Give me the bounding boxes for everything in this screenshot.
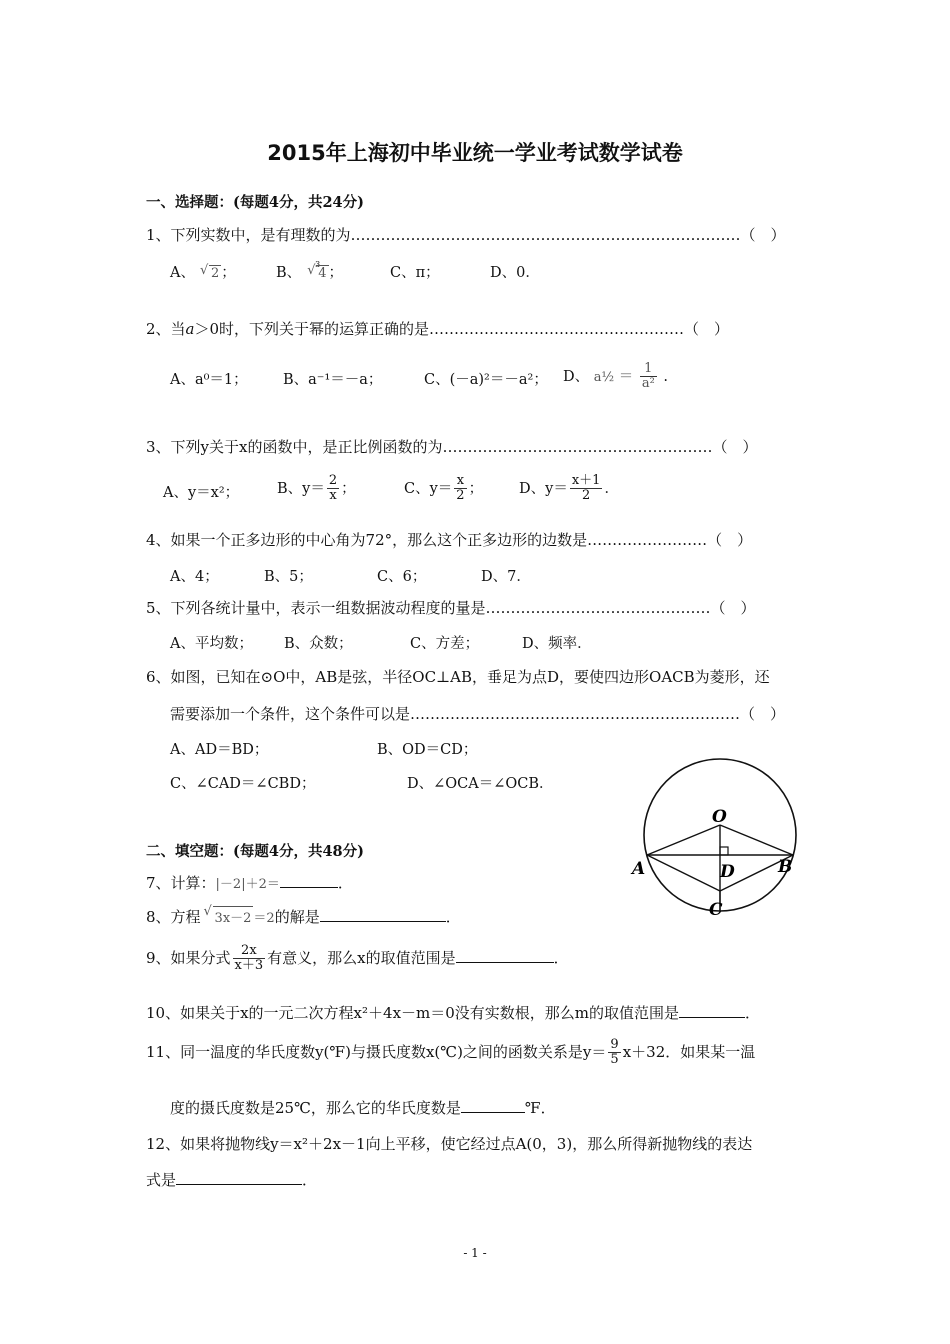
q2-option-d: D、 a½ ＝ $\frac{1}{\text{a²}}$ .: [563, 361, 669, 392]
circle-rhombus-figure: [630, 745, 810, 925]
question-1: 1、下列实数中，是有理数的为……………………………………………………………………（ ）: [146, 226, 786, 244]
q2-option-b: B、a⁻¹＝－a；: [283, 372, 383, 388]
question-7: 7、计算：|－2|＋2＝ ．: [146, 874, 353, 892]
q6-option-a: A、AD＝BD；: [170, 742, 269, 758]
question-11-line-2: 度的摄氏度数是25℃，那么它的华氏度数是 ℉．: [170, 1099, 556, 1117]
segment-oa: [647, 825, 720, 855]
q1-option-b: B、$^3$√ 4 ；: [276, 261, 343, 282]
q2-option-a: A、a⁰＝1；: [170, 372, 248, 388]
question-5: 5、下列各统计量中，表示一组数据波动程度的量是………………………………………（ ）: [146, 599, 756, 617]
page-title: 2015年上海初中毕业统一学业考试数学试卷: [267, 141, 683, 165]
answer-blank: [320, 907, 446, 922]
question-6-line-2: 需要添加一个条件，这个条件可以是…………………………………………………………（ ）: [170, 705, 786, 723]
q4-option-b: B、5；: [264, 569, 313, 585]
label-o: O: [712, 807, 727, 827]
q1-option-c: C、π；: [390, 265, 440, 281]
question-2: 2、当a＞0时，下列关于幂的运算正确的是……………………………………………（ ）: [146, 320, 730, 338]
q3-option-b: B、y＝ $\frac{2}{x}$ ；: [277, 473, 356, 504]
question-12-line-1: 12、如果将抛物线y＝x²＋2x－1向上平移，使它经过点A(0，3)，那么所得新抛物线的表达: [146, 1135, 753, 1153]
page-number: - 1 -: [463, 1246, 487, 1260]
label-b: B: [778, 857, 793, 877]
q5-option-d: D、频率．: [522, 636, 592, 652]
q4-option-c: C、6；: [377, 569, 427, 585]
q5-option-a: A、平均数；: [170, 636, 253, 652]
label-a: A: [632, 859, 646, 879]
answer-blank: [176, 1170, 302, 1185]
q6-option-d: D、∠OCA＝∠OCB．: [407, 776, 554, 792]
q5-option-c: C、方差；: [410, 636, 480, 652]
segment-ob: [720, 825, 793, 855]
segment-ac: [647, 855, 720, 891]
q3-option-d: D、y＝ $\frac{x+1}{2}$ ．: [519, 473, 619, 504]
right-angle-mark: [720, 847, 728, 855]
q6-option-b: B、OD＝CD；: [377, 742, 478, 758]
question-10: 10、如果关于x的一元二次方程x²＋4x－m＝0没有实数根，那么m的取值范围是 ．: [146, 1004, 761, 1022]
answer-blank: [456, 948, 554, 963]
question-11-line-1: 11、同一温度的华氏度数y(℉)与摄氏度数x(℃)之间的函数关系是y＝ $\frac{9}{5}$ x＋32．如果某一温: [146, 1037, 756, 1068]
answer-blank: [461, 1098, 525, 1113]
q3-option-a: A、y＝x²；: [163, 485, 240, 501]
question-8: 8、方程√ 3x－2 ＝2的解是 ．: [146, 906, 461, 927]
q4-option-d: D、7．: [481, 569, 531, 585]
q5-option-b: B、众数；: [284, 636, 353, 652]
question-6-line-1: 6、如图，已知在⊙O中，AB是弦，半径OC⊥AB，垂足为点D，要使四边形OACB为菱形，还: [146, 668, 770, 686]
q3-option-c: C、y＝ $\frac{x}{2}$ ；: [404, 473, 484, 504]
question-9: 9、如果分式 $\frac{2x}{x+3}$ 有意义，那么x的取值范围是 ．: [146, 943, 569, 974]
section-fill-heading: 二、填空题：(每题4分，共48分): [146, 843, 364, 860]
question-3: 3、下列y关于x的函数中，是正比例函数的为………………………………………………（ ）: [146, 438, 758, 456]
answer-blank: [679, 1003, 745, 1018]
q4-option-a: A、4；: [170, 569, 219, 585]
answer-blank: [280, 873, 338, 888]
label-d: D: [720, 862, 735, 882]
question-4: 4、如果一个正多边形的中心角为72°，那么这个正多边形的边数是……………………（ ）: [146, 531, 753, 549]
q2-option-c: C、(－a)²＝－a²；: [424, 372, 548, 388]
q6-option-c: C、∠CAD＝∠CBD；: [170, 776, 316, 792]
q1-option-d: D、0．: [490, 265, 540, 281]
section-choice-heading: 一、选择题：(每题4分，共24分): [146, 194, 364, 211]
label-c: C: [709, 900, 723, 920]
question-12-line-2: 式是 ．: [146, 1171, 318, 1189]
q1-option-a: A、√ 2 ；: [170, 261, 236, 282]
